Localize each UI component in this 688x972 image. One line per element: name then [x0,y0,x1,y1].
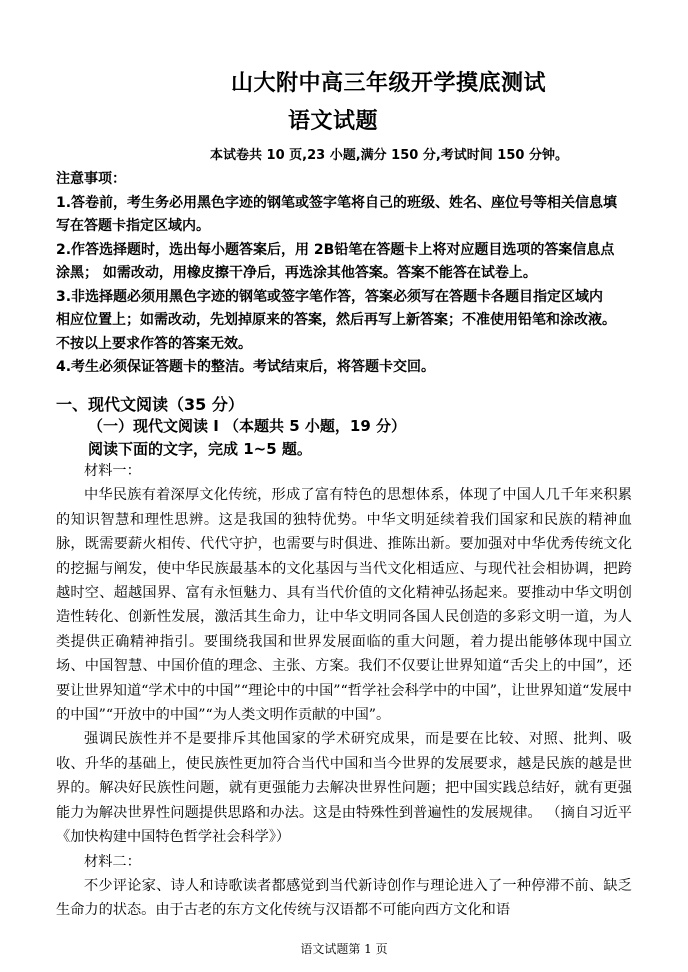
page-footer: 语文试题第 1 页 [300,942,388,956]
part-title: 一、现代文阅读（35 分） [56,395,244,414]
notes-line: 4.考生必须保证答题卡的整洁。考试结束后，将答题卡交回。 [56,359,436,375]
sub-title: （一）现代文阅读 I （本题共 5 小题，19 分） [88,417,407,435]
material-one-paragraph: 中华民族有着深厚文化传统，形成了富有特色的思想体系，体现了中国人几千年来积累的知识智慧和理性思辨。这是我国的独特优势。中华文明延续着我们国家和民族的精神血脉，既需要薪火相传、代代守护，也需要与时俱进、推陈出新。要加强对中华优秀传统文化的挖掘与阐发，使中华民族最基本的文化基因与当代文化相适应、与现代社会相协调，把跨越时空、超越国界、富有永恒魅力、具有当代价值的文化精神弘扬起来。要推动中华文明创造性转化、创新性发展，激活其生命力，让中华文明同各国人民创造的多彩文明一道，为人类提供正确精神指引。要围绕我国和世界发展面临的重大问题，着力提出能够体现中国立场、中国智慧、中国价值的理念、主张、方案。我们不仅要让世界知道“舌尖上的中国”，还要让世界知道“学术中的中国”“理论中的中国”“哲学社会科学中的中国”，让世界知道“发展中的中国”“开放中的中国”“为人类文明作贡献的中国”。 [56,487,632,724]
exam-subtitle: 语文试题 [288,109,379,134]
reading-passage [56,459,632,923]
notes-line: 3.非选择题必须用黑色字迹的钢笔或签字笔作答，答案必须写在答题卡各题目指定区域内 [56,288,604,305]
notes-block [56,168,636,380]
notes-line: 相应位置上；如需改动，先划掉原来的答案，然后再写上新答案；不准使用铅笔和涂改液。 [56,312,616,328]
material-two-label: 材料二： [84,853,141,870]
material-two-paragraph: 不少评论家、诗人和诗歌读者都感觉到当代新诗创作与理论进入了一种停滞不前、缺乏生命力的状态。由于古老的东方文化传统与汉语都不可能向西方文化和语 [56,877,632,919]
reading-instruction: 阅读下面的文字，完成 1~5 题。 [88,440,312,458]
notes-line: 2.作答选择题时，选出每小题答案后，用 2B铅笔在答题卡上将对应题目选项的答案信息点 [56,241,615,258]
notes-heading: 注意事项： [56,171,126,187]
material-one-label: 材料一： [84,463,141,479]
exam-info: 本试卷共 10 页,23 小题,满分 150 分,考试时间 150 分钟。 [210,148,568,163]
notes-line: 写在答题卡指定区域内。 [56,218,210,234]
notes-line: 不按以上要求作答的答案无效。 [56,335,252,352]
material-one-paragraph: 强调民族性并不是要排斥其他国家的学术研究成果，而是要在比较、对照、批判、吸收、升华的基础上，使民族性更加符合当代中国和当今世界的发展要求，越是民族的越是世界的。解决好民族性问题，就有更强能力去解决世界性问题；把中国实践总结好，就有更强能力为解决世界性问题提供思路和办法。这是由特殊性到普遍性的发展规律。 （摘自习近平《加快构建中国特色哲学社会科学》） [56,731,632,846]
exam-title: 山大附中高三年级开学摸底测试 [231,71,547,96]
notes-line: 涂黑； 如需改动，用橡皮擦干净后，再选涂其他答案。答案不能答在试卷上。 [56,265,537,281]
notes-line: 1.答卷前，考生务必用黑色字迹的钢笔或签字笔将自己的班级、姓名、座位号等相关信息填 [56,194,618,211]
